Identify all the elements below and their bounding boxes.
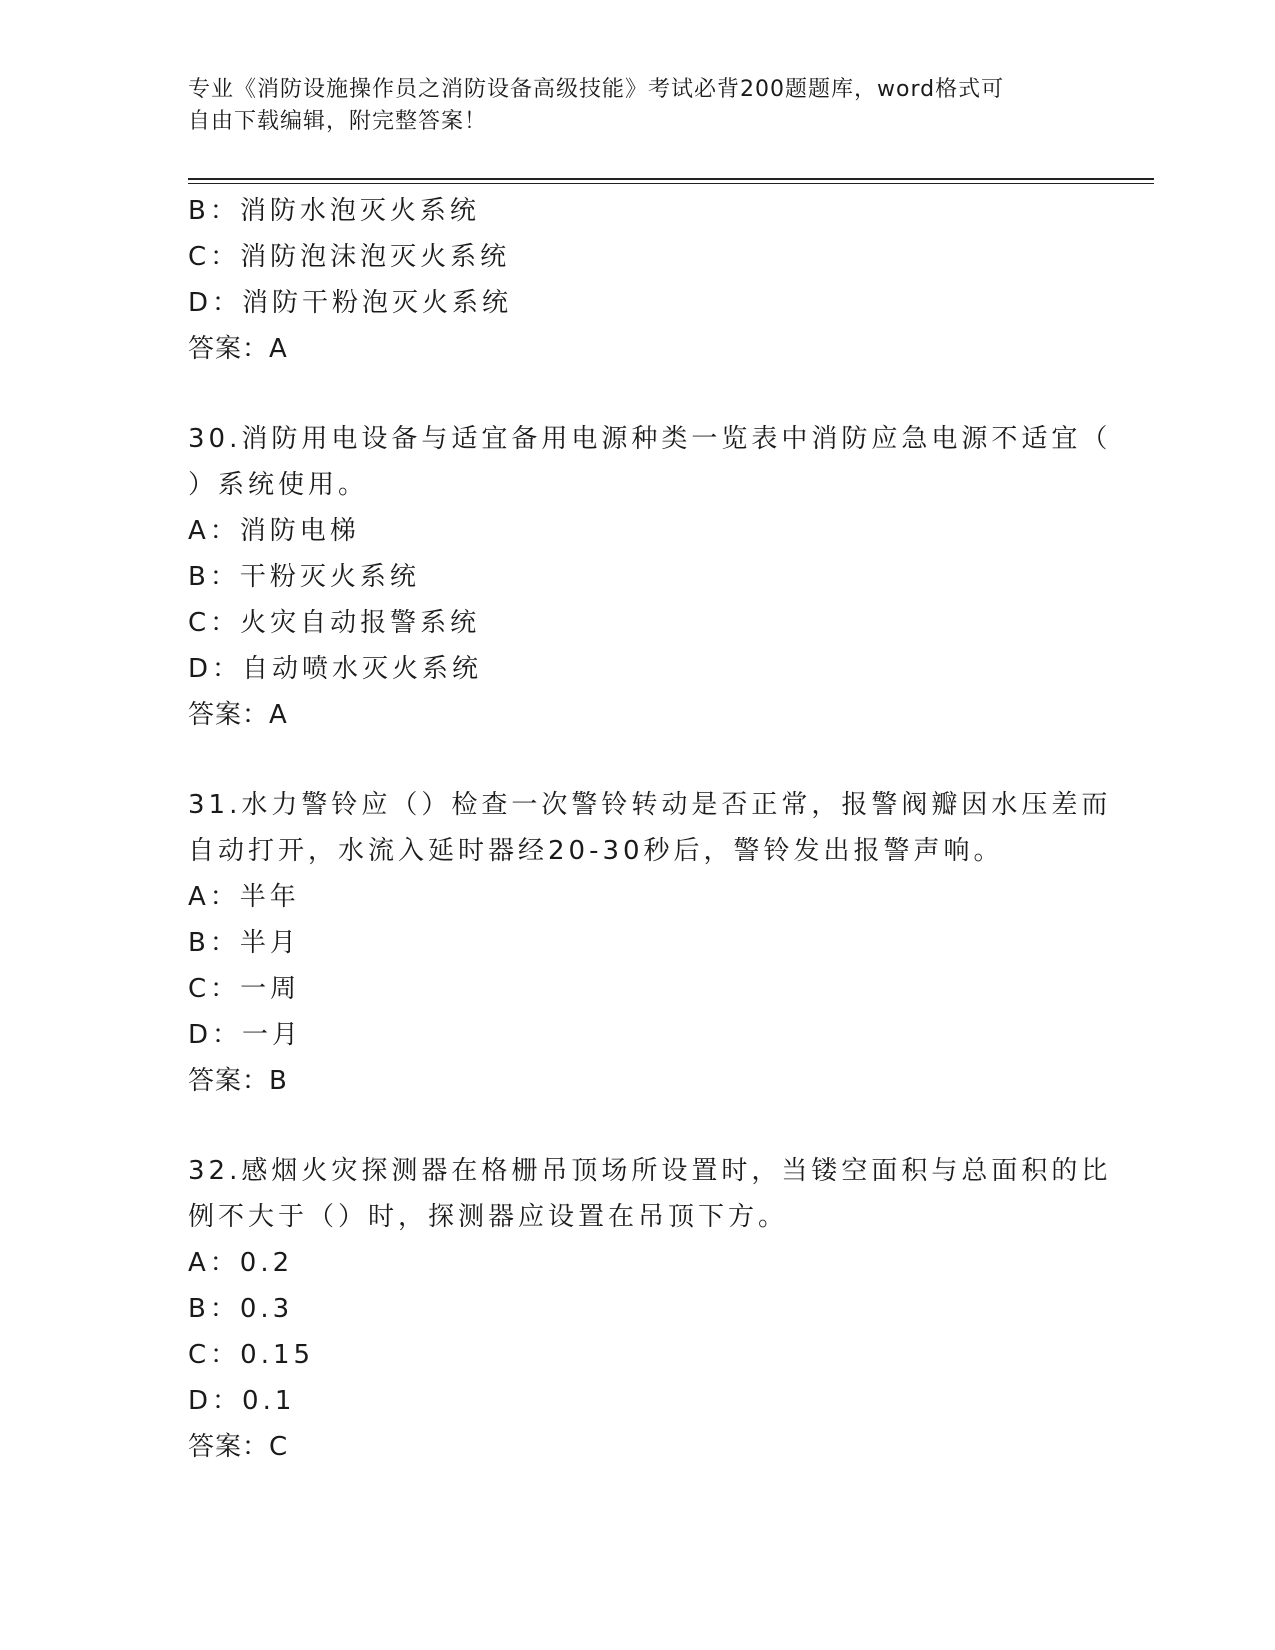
option-c: C：消防泡沫泡灭火系统 bbox=[188, 242, 511, 272]
header-line-2: 自由下载编辑，附完整答案！ bbox=[188, 109, 488, 134]
option-b: B：干粉灭火系统 bbox=[188, 562, 420, 592]
question-text-line-1: 32.感烟火灾探测器在格栅吊顶场所设置时，当镂空面积与总面积的比 bbox=[188, 1156, 1112, 1186]
question-block-32 bbox=[188, 1148, 1112, 1470]
option-a: A：半年 bbox=[188, 882, 300, 912]
option-d: D：消防干粉泡灭火系统 bbox=[188, 288, 513, 318]
answer-line: 答案：A bbox=[188, 334, 288, 364]
option-d: D：自动喷水灭火系统 bbox=[188, 654, 483, 684]
header-rule-thick bbox=[188, 178, 1154, 180]
block-spacer bbox=[188, 372, 1088, 416]
question-text-line-1: 31.水力警铃应（）检查一次警铃转动是否正常，报警阀瓣因水压差而 bbox=[188, 790, 1112, 820]
option-d: D：0.1 bbox=[188, 1386, 296, 1416]
block-spacer bbox=[188, 738, 1088, 782]
question-text-line-2: 例不大于（）时，探测器应设置在吊顶下方。 bbox=[188, 1202, 789, 1232]
header-rule-thin bbox=[188, 183, 1154, 184]
option-d: D：一月 bbox=[188, 1020, 303, 1050]
option-a: A：消防电梯 bbox=[188, 516, 360, 546]
header-line-1: 专业《消防设施操作员之消防设备高级技能》考试必背200题题库，word格式可 bbox=[188, 77, 1005, 102]
question-block-29 bbox=[188, 188, 1088, 372]
question-text-line-1: 30.消防用电设备与适宜备用电源种类一览表中消防应急电源不适宜（ bbox=[188, 424, 1112, 454]
option-b: B：0.3 bbox=[188, 1294, 294, 1324]
answer-line: 答案：A bbox=[188, 700, 288, 730]
option-c: C：一周 bbox=[188, 974, 301, 1004]
document-header bbox=[188, 74, 1068, 138]
option-c: C：0.15 bbox=[188, 1340, 315, 1370]
question-text-line-2: 自动打开，水流入延时器经20-30秒后，警铃发出报警声响。 bbox=[188, 836, 1004, 866]
block-spacer bbox=[188, 1104, 1088, 1148]
option-b: B：消防水泡灭火系统 bbox=[188, 196, 480, 226]
answer-line: 答案：B bbox=[188, 1066, 288, 1096]
option-a: A：0.2 bbox=[188, 1248, 294, 1278]
question-text-line-2: ）系统使用。 bbox=[188, 470, 369, 500]
question-list bbox=[188, 188, 1112, 1470]
question-block-30 bbox=[188, 416, 1112, 738]
option-b: B：半月 bbox=[188, 928, 300, 958]
option-c: C：火灾自动报警系统 bbox=[188, 608, 481, 638]
question-block-31 bbox=[188, 782, 1112, 1104]
answer-line: 答案：C bbox=[188, 1432, 289, 1462]
